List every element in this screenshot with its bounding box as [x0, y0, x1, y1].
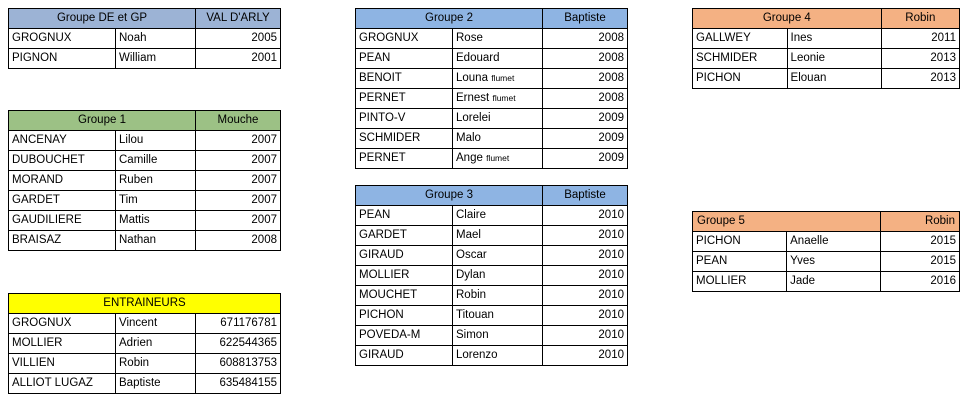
cell-lastname: SCHMIDER	[693, 49, 788, 69]
table-row	[356, 226, 628, 246]
group-title: Groupe 4	[693, 9, 882, 29]
table-row	[356, 129, 628, 149]
cell-year: 2001	[196, 49, 281, 69]
cell-lastname: GARDET	[356, 226, 453, 246]
cell-year: 2010	[543, 346, 628, 366]
table-row	[9, 151, 281, 171]
table-row	[9, 49, 281, 69]
cell-year: 2010	[543, 266, 628, 286]
firstname-text: Malo	[456, 132, 481, 144]
firstname-suffix: flumet	[491, 73, 515, 83]
firstname-text: Ernest	[456, 92, 490, 104]
cell-lastname: PICHON	[693, 69, 788, 89]
cell-firstname: Lorenzo	[453, 346, 543, 366]
cell-phone: 635484155	[196, 374, 281, 394]
cell-year: 2016	[880, 272, 959, 292]
cell-lastname: PICHON	[693, 232, 787, 252]
cell-year: 2010	[543, 306, 628, 326]
table-row	[9, 191, 281, 211]
table-row	[356, 69, 628, 89]
group-title: Groupe 5	[693, 212, 881, 232]
cell-lastname: PEAN	[356, 206, 453, 226]
table-header-row	[9, 111, 281, 131]
table-row	[693, 29, 960, 49]
cell-year: 2009	[543, 129, 628, 149]
cell-phone: 671176781	[196, 314, 281, 334]
table-groupe-1	[8, 110, 281, 251]
cell-year: 2008	[543, 69, 628, 89]
cell-firstname: Oscar	[453, 246, 543, 266]
group-title: Groupe DE et GP	[9, 9, 196, 29]
cell-year: 2007	[196, 191, 281, 211]
cell-year: 2008	[543, 29, 628, 49]
table-entraineurs	[8, 293, 281, 394]
cell-year: 2013	[881, 49, 959, 69]
table-header-row	[9, 9, 281, 29]
cell-year: 2008	[196, 231, 281, 251]
cell-firstname: Anaelle	[787, 232, 881, 252]
table-groupe-3	[355, 185, 628, 366]
table-header-row	[9, 294, 281, 314]
cell-year: 2007	[196, 131, 281, 151]
cell-firstname: Ruben	[116, 171, 196, 191]
table-groupe-2	[355, 8, 628, 169]
cell-year: 2009	[543, 149, 628, 169]
table-row	[356, 109, 628, 129]
cell-year: 2010	[543, 206, 628, 226]
table-row	[356, 286, 628, 306]
cell-lastname: GROGNUX	[356, 29, 453, 49]
firstname-text: Edouard	[456, 52, 500, 64]
cell-lastname: PINTO-V	[356, 109, 453, 129]
table-groupe-de-et-gp	[8, 8, 281, 69]
group-title: Groupe 2	[356, 9, 543, 29]
cell-firstname: Jade	[787, 272, 881, 292]
cell-lastname: GARDET	[9, 191, 116, 211]
table-row	[356, 306, 628, 326]
cell-lastname: PEAN	[356, 49, 453, 69]
table-row	[9, 231, 281, 251]
firstname-text: Ange	[456, 152, 483, 164]
firstname-suffix: flumet	[492, 93, 516, 103]
group-coach: VAL D'ARLY	[196, 9, 281, 29]
cell-lastname: GIRAUD	[356, 246, 453, 266]
cell-firstname: Tim	[116, 191, 196, 211]
table-row	[356, 206, 628, 226]
table-row	[9, 334, 281, 354]
cell-year: 2007	[196, 211, 281, 231]
table-row	[9, 211, 281, 231]
cell-firstname	[453, 89, 543, 109]
cell-year: 2010	[543, 246, 628, 266]
cell-year: 2007	[196, 171, 281, 191]
group-coach: Mouche	[196, 111, 281, 131]
cell-firstname	[453, 49, 543, 69]
table-row	[356, 246, 628, 266]
table-row	[356, 266, 628, 286]
cell-firstname	[453, 109, 543, 129]
cell-lastname: POVEDA-M	[356, 326, 453, 346]
table-header-row	[356, 9, 628, 29]
cell-lastname: SCHMIDER	[356, 129, 453, 149]
entraineurs-title: ENTRAINEURS	[9, 294, 281, 314]
table-row	[693, 252, 960, 272]
group-coach: Baptiste	[543, 9, 628, 29]
cell-firstname	[453, 129, 543, 149]
cell-year: 2008	[543, 49, 628, 69]
table-row	[9, 314, 281, 334]
cell-lastname: MOUCHET	[356, 286, 453, 306]
cell-lastname: GALLWEY	[693, 29, 788, 49]
cell-lastname: ANCENAY	[9, 131, 116, 151]
table-row	[356, 149, 628, 169]
cell-lastname: MOLLIER	[9, 334, 116, 354]
cell-year: 2011	[881, 29, 959, 49]
cell-year: 2009	[543, 109, 628, 129]
cell-firstname: Dylan	[453, 266, 543, 286]
table-row	[356, 89, 628, 109]
cell-lastname: GROGNUX	[9, 314, 116, 334]
cell-year: 2007	[196, 151, 281, 171]
cell-firstname: Mael	[453, 226, 543, 246]
table-header-row	[693, 212, 960, 232]
table-header-row	[693, 9, 960, 29]
table-row	[356, 29, 628, 49]
cell-firstname	[453, 29, 543, 49]
firstname-suffix: flumet	[486, 153, 510, 163]
cell-lastname: PERNET	[356, 89, 453, 109]
cell-firstname: Mattis	[116, 211, 196, 231]
cell-lastname: GROGNUX	[9, 29, 116, 49]
firstname-text: Rose	[456, 32, 483, 44]
cell-firstname: Camille	[116, 151, 196, 171]
table-row	[356, 49, 628, 69]
cell-firstname: Adrien	[116, 334, 196, 354]
table-row	[693, 232, 960, 252]
table-row	[9, 131, 281, 151]
cell-firstname: William	[116, 49, 196, 69]
table-groupe-5	[692, 211, 960, 292]
table-row	[693, 49, 960, 69]
cell-firstname	[453, 69, 543, 89]
cell-firstname: Leonie	[787, 49, 881, 69]
cell-lastname: MOLLIER	[693, 272, 787, 292]
table-row	[9, 374, 281, 394]
cell-year: 2010	[543, 226, 628, 246]
cell-lastname: GAUDILIERE	[9, 211, 116, 231]
cell-year: 2008	[543, 89, 628, 109]
cell-lastname: BENOIT	[356, 69, 453, 89]
cell-lastname: BRAISAZ	[9, 231, 116, 251]
cell-lastname: ALLIOT LUGAZ	[9, 374, 116, 394]
cell-year: 2015	[880, 232, 959, 252]
cell-firstname: Noah	[116, 29, 196, 49]
cell-year: 2005	[196, 29, 281, 49]
cell-firstname	[453, 149, 543, 169]
cell-lastname: MORAND	[9, 171, 116, 191]
group-coach: Baptiste	[543, 186, 628, 206]
table-row	[693, 272, 960, 292]
table-row	[9, 171, 281, 191]
cell-firstname: Robin	[453, 286, 543, 306]
cell-firstname: Elouan	[787, 69, 881, 89]
table-row	[693, 69, 960, 89]
cell-firstname: Claire	[453, 206, 543, 226]
table-row	[356, 346, 628, 366]
table-groupe-4	[692, 8, 960, 89]
group-coach: Robin	[881, 9, 959, 29]
cell-lastname: PICHON	[356, 306, 453, 326]
cell-lastname: VILLIEN	[9, 354, 116, 374]
cell-firstname: Vincent	[116, 314, 196, 334]
cell-year: 2010	[543, 326, 628, 346]
cell-lastname: PIGNON	[9, 49, 116, 69]
table-row	[356, 326, 628, 346]
table-header-row	[356, 186, 628, 206]
cell-lastname: GIRAUD	[356, 346, 453, 366]
cell-lastname: PEAN	[693, 252, 787, 272]
cell-firstname: Titouan	[453, 306, 543, 326]
cell-firstname: Yves	[787, 252, 881, 272]
cell-phone: 608813753	[196, 354, 281, 374]
cell-firstname: Nathan	[116, 231, 196, 251]
table-row	[9, 354, 281, 374]
cell-year: 2015	[880, 252, 959, 272]
cell-lastname: PERNET	[356, 149, 453, 169]
group-title: Groupe 3	[356, 186, 543, 206]
firstname-text: Louna	[456, 72, 488, 84]
firstname-text: Lorelei	[456, 112, 491, 124]
group-coach: Robin	[880, 212, 959, 232]
cell-lastname: MOLLIER	[356, 266, 453, 286]
cell-firstname: Ines	[787, 29, 881, 49]
cell-phone: 622544365	[196, 334, 281, 354]
cell-year: 2010	[543, 286, 628, 306]
cell-firstname: Baptiste	[116, 374, 196, 394]
cell-firstname: Simon	[453, 326, 543, 346]
cell-lastname: DUBOUCHET	[9, 151, 116, 171]
cell-firstname: Robin	[116, 354, 196, 374]
cell-year: 2013	[881, 69, 959, 89]
table-row	[9, 29, 281, 49]
group-title: Groupe 1	[9, 111, 196, 131]
cell-firstname: Lilou	[116, 131, 196, 151]
